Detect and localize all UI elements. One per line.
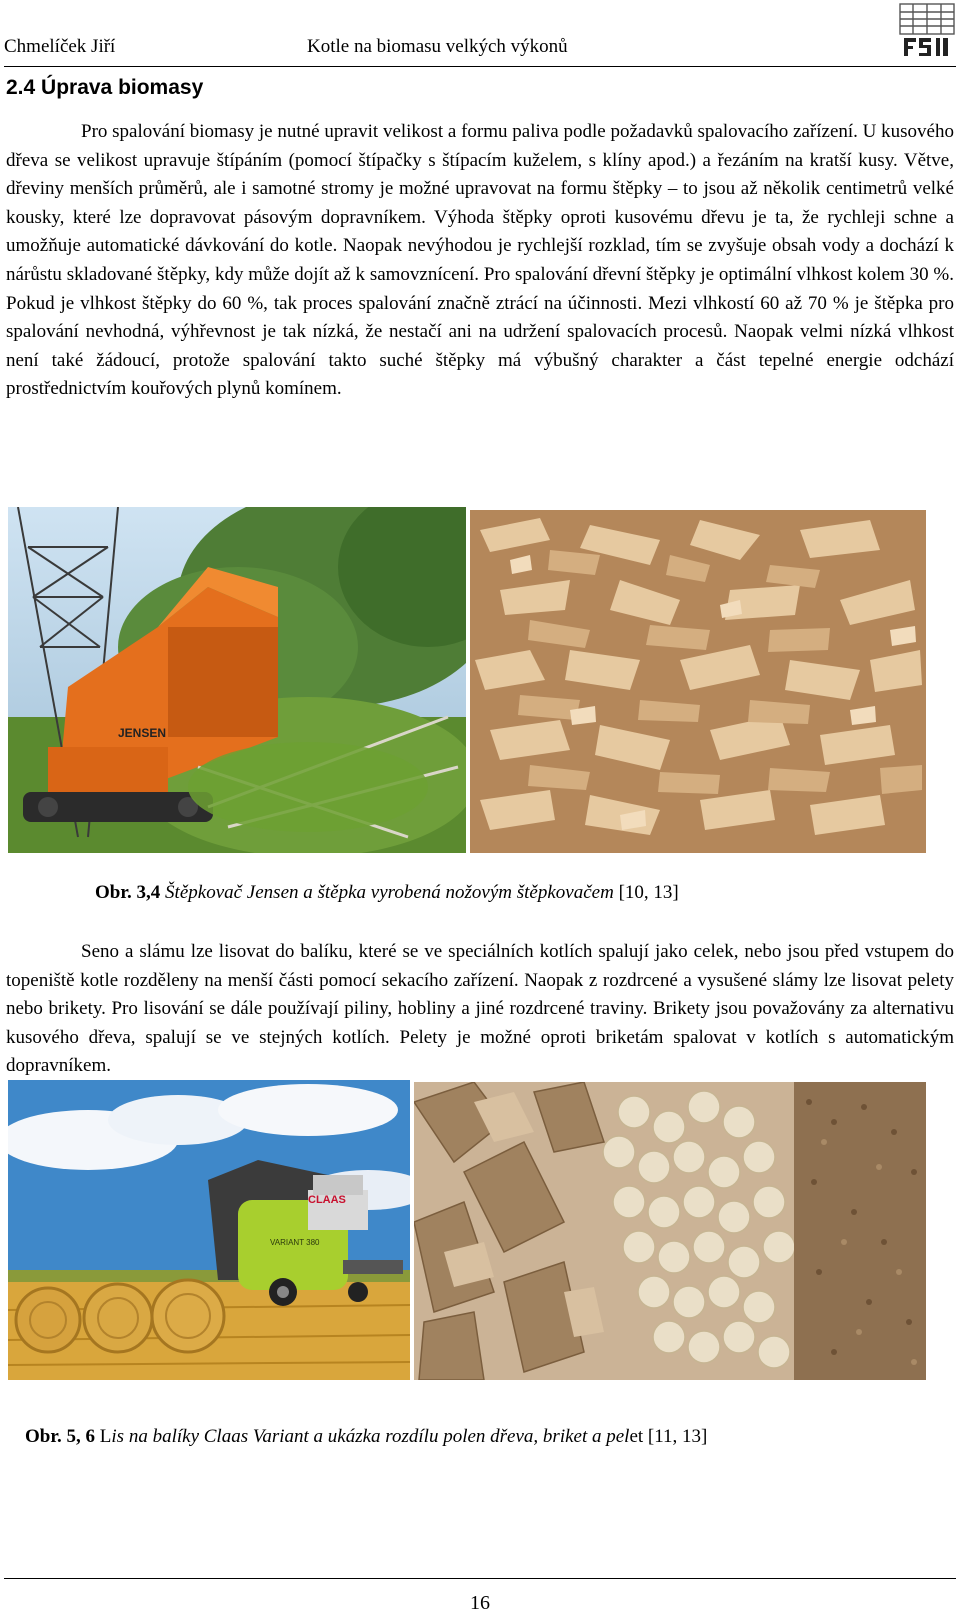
header-title: Kotle na biomasu velkých výkonů <box>307 36 568 57</box>
chipper-brand-label: JENSEN <box>118 726 167 740</box>
baler-brand-label: CLAAS <box>308 1194 346 1206</box>
caption-reference: [10, 13] <box>618 882 679 903</box>
page-header <box>4 32 956 67</box>
page-number: 16 <box>470 1592 490 1614</box>
figure-caption-5-6 <box>25 1426 707 1448</box>
caption-reference: [11, 13] <box>647 1426 708 1447</box>
section-title: 2.4 Úprava biomasy <box>6 76 204 99</box>
caption-number: Obr. 5, 6 <box>25 1426 96 1447</box>
university-faculty-logo-icon <box>898 2 956 60</box>
caption-number: Obr. 3,4 <box>95 882 161 903</box>
caption-text-start: L <box>99 1426 112 1447</box>
baler-photo <box>8 1080 410 1380</box>
caption-text: Štěpkovač Jensen a štěpka vyrobená nožovým štěpkovačem <box>165 882 614 903</box>
paragraph-hay-straw: Seno a slámu lze lisovat do balíku, které se ve speciálních kotlích spalují jako celek, nebo jsou před vstupem do topeniště kotle rozděleny na menší části pomocí sekacího zařízení. Naopak z rozdrcené a vysušené slámy lze lisovat pelety nebo brikety. Pro lisování se dále používají piliny, hobliny a jiné rozdrcené traviny. Brikety jsou považovány za alternativu kusového dřeva, spalují se ve stejných kotlích. Pelety je možné oproti briketám spalovat v kotlích s automatickým dopravníkem. <box>6 941 954 1077</box>
wood-chipper-photo <box>8 507 466 853</box>
baler-model-label: VARIANT 380 <box>270 1238 320 1247</box>
caption-text: is na balíky Claas Variant a ukázka rozdílu polen dřeva, briket a pel <box>111 1426 630 1447</box>
footer-divider <box>4 1578 956 1579</box>
wood-chips-photo <box>470 510 926 853</box>
caption-text-end: et <box>629 1426 644 1447</box>
paragraph-biomass-preparation: Pro spalování biomasy je nutné upravit velikost a formu paliva podle požadavků spalovacího zařízení. U kusového dřeva se velikost upravuje štípáním (pomocí štípačky s štípacím kuželem, s klíny apod.) a řezáním na kratší kusy. Větve, dřeviny menších průměrů, ale i samotné stromy je možné upravovat na formu štěpky – to jsou až několik centimetrů velké kousky, které lze dopravovat pásovým dopravníkem. Výhoda štěpky oproti kusovému dřevu je ta, že rychleji schne a umožňuje automatické dávkování do kotle. Naopak nevýhodou je rychlejší rozklad, tím se zvyšuje obsah vody a dochází k nárůstu skladované štěpky, kdy může dojít až k samovznícení. Pro spalování dřevní štěpky je optimální vlhkost kolem 30 %. Pokud je vlhkost štěpky do 60 %, tak proces spalování značně ztrácí na účinnosti. Mezi vlhkostí 60 až 70 % je štěpka pro spalování nevhodná, výhřevnost je tak nízká, že nestačí ani na udržení spalovacích procesů. Naopak velmi nízká vlhkost není také žádoucí, protože spalování takto suché štěpky má výbušný charakter a část tepelné energie odchází prostřednictvím kouřových plynů komínem. <box>6 121 954 400</box>
header-author: Chmelíček Jiří <box>4 36 116 57</box>
figure-caption-3-4 <box>95 882 679 904</box>
logs-briquettes-pellets-photo <box>414 1082 926 1380</box>
